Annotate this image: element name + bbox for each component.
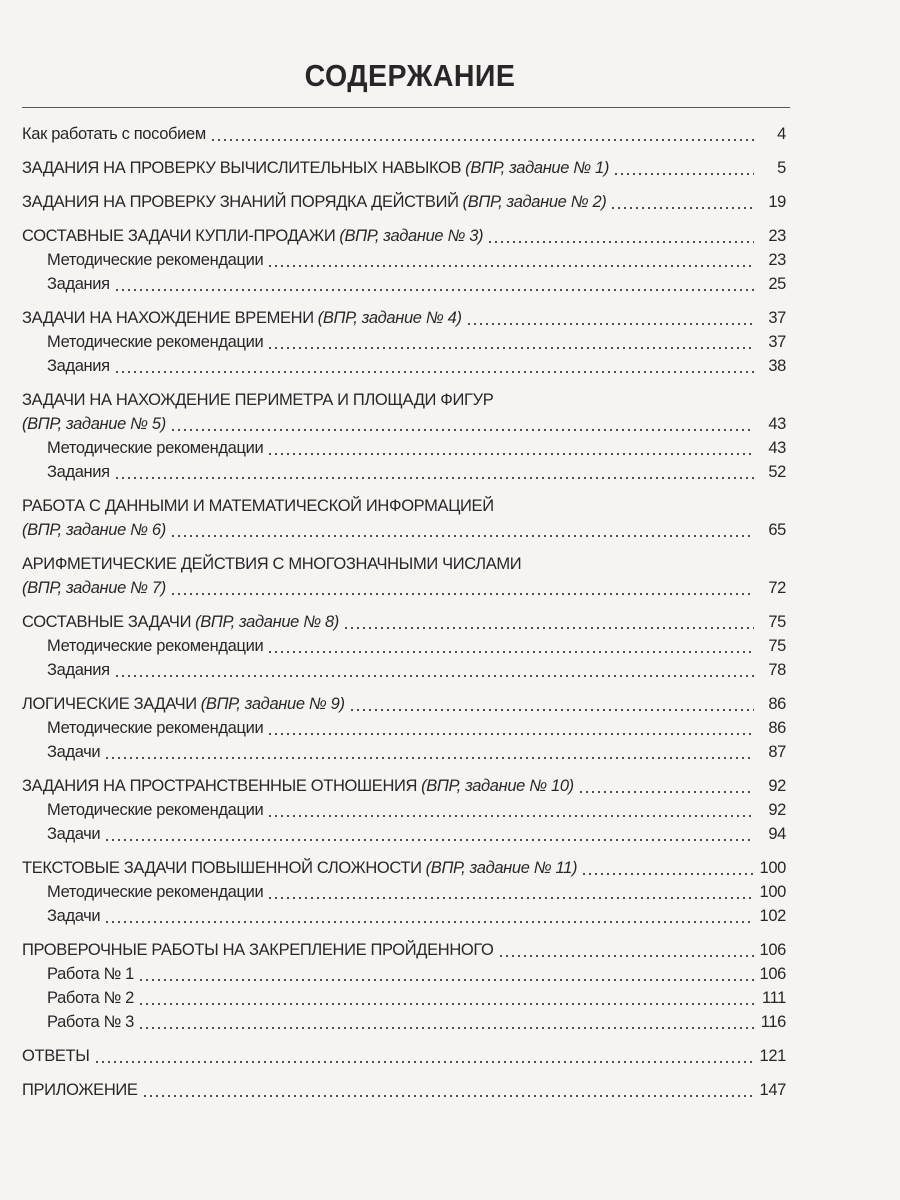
dot-leader	[466, 306, 754, 330]
dot-leader	[114, 460, 754, 484]
entry-title: Работа № 3	[47, 1013, 134, 1031]
entry-title: Методические рекомендации	[47, 637, 264, 655]
page-number: 87	[768, 743, 786, 761]
toc-subentry[interactable]	[22, 740, 786, 764]
toc-subentry[interactable]	[22, 880, 786, 904]
entry-title: Методические рекомендации	[47, 439, 264, 457]
page-number: 100	[759, 883, 786, 901]
dot-leader	[343, 610, 754, 634]
dot-leader	[581, 856, 754, 880]
entry-title: Как работать с пособием	[22, 125, 206, 143]
entry-title: ТЕКСТОВЫЕ ЗАДАЧИ ПОВЫШЕННОЙ СЛОЖНОСТИ	[22, 859, 422, 877]
toc-section	[22, 1044, 786, 1068]
entry-title: Методические рекомендации	[47, 801, 264, 819]
dot-leader	[114, 658, 754, 682]
page-number: 106	[759, 965, 786, 983]
table-of-contents	[22, 122, 786, 1112]
toc-section	[22, 774, 786, 846]
toc-entry[interactable]	[22, 122, 786, 146]
toc-entry[interactable]	[22, 552, 786, 576]
entry-task-note: (ВПР, задание № 5)	[22, 415, 166, 433]
dot-leader	[613, 156, 754, 180]
toc-subentry[interactable]	[22, 248, 786, 272]
entry-title: Задания	[47, 357, 110, 375]
entry-title: Методические рекомендации	[47, 883, 264, 901]
toc-subentry[interactable]	[22, 330, 786, 354]
toc-entry[interactable]	[22, 576, 786, 600]
page-number: 43	[768, 439, 786, 457]
dot-leader	[94, 1044, 754, 1068]
dot-leader	[142, 1078, 754, 1102]
toc-section	[22, 122, 786, 146]
entry-task-note: (ВПР, задание № 9)	[200, 695, 345, 713]
dot-leader	[170, 576, 754, 600]
entry-task-note: (ВПР, задание № 10)	[421, 777, 574, 795]
toc-subentry[interactable]	[22, 436, 786, 460]
toc-subentry[interactable]	[22, 272, 786, 296]
page-number: 121	[759, 1047, 786, 1065]
toc-subentry[interactable]	[22, 962, 786, 986]
entry-title: ЛОГИЧЕСКИЕ ЗАДАЧИ	[22, 695, 197, 713]
page-number: 111	[761, 989, 786, 1007]
entry-title: ЗАДАНИЯ НА ПРОВЕРКУ ЗНАНИЙ ПОРЯДКА ДЕЙСТВИЙ	[22, 193, 459, 211]
page-number: 23	[768, 227, 786, 245]
entry-title: Работа № 1	[47, 965, 134, 983]
entry-title: Задания	[47, 463, 110, 481]
toc-subentry[interactable]	[22, 460, 786, 484]
toc-section	[22, 1078, 786, 1102]
dot-leader	[267, 880, 754, 904]
page-number: 116	[760, 1013, 786, 1031]
title-rule	[22, 107, 790, 108]
page-number: 37	[768, 309, 786, 327]
toc-entry[interactable]	[22, 518, 786, 542]
entry-title: СОСТАВНЫЕ ЗАДАЧИ КУПЛИ-ПРОДАЖИ	[22, 227, 336, 245]
page-number: 86	[768, 695, 786, 713]
page-number: 78	[768, 661, 786, 679]
toc-section	[22, 856, 786, 928]
page-number: 25	[768, 275, 786, 293]
entry-title: ЗАДАНИЯ НА ПРОВЕРКУ ВЫЧИСЛИТЕЛЬНЫХ НАВЫКОВ	[22, 159, 462, 177]
entry-title: Методические рекомендации	[47, 333, 264, 351]
toc-entry[interactable]	[22, 1078, 786, 1102]
page-number: 65	[768, 521, 786, 539]
toc-subentry[interactable]	[22, 986, 786, 1010]
page-number: 102	[759, 907, 786, 925]
toc-subentry[interactable]	[22, 716, 786, 740]
entry-title: Методические рекомендации	[47, 251, 264, 269]
toc-section	[22, 306, 786, 378]
dot-leader	[170, 412, 754, 436]
entry-task-note: (ВПР, задание № 7)	[22, 579, 166, 597]
entry-task-note: (ВПР, задание № 2)	[462, 193, 607, 211]
page-number: 100	[759, 859, 786, 877]
dot-leader	[138, 1010, 754, 1034]
toc-section	[22, 224, 786, 296]
entry-title: ПРИЛОЖЕНИЕ	[22, 1081, 138, 1099]
dot-leader	[104, 904, 754, 928]
toc-subentry[interactable]	[22, 354, 786, 378]
dot-leader	[578, 774, 754, 798]
dot-leader	[104, 822, 754, 846]
page-number: 38	[768, 357, 786, 375]
entry-task-note: (ВПР, задание № 11)	[425, 859, 578, 877]
page-number: 92	[768, 801, 786, 819]
toc-entry[interactable]	[22, 412, 786, 436]
dot-leader	[170, 518, 754, 542]
dot-leader	[267, 716, 754, 740]
page-number: 86	[768, 719, 786, 737]
dot-leader	[610, 190, 754, 214]
page-number: 19	[768, 193, 786, 211]
entry-title: Задания	[47, 661, 110, 679]
entry-task-note: (ВПР, задание № 8)	[195, 613, 339, 631]
toc-subentry[interactable]	[22, 798, 786, 822]
page-number: 52	[768, 463, 786, 481]
dot-leader	[267, 436, 754, 460]
page-number: 75	[768, 613, 786, 631]
dot-leader	[267, 248, 754, 272]
page-number: 147	[759, 1081, 786, 1099]
page-number: 37	[768, 333, 786, 351]
dot-leader	[138, 986, 754, 1010]
toc-section	[22, 190, 786, 214]
page-number: 72	[768, 579, 786, 597]
toc-section	[22, 388, 786, 484]
toc-section	[22, 692, 786, 764]
toc-entry[interactable]	[22, 610, 786, 634]
page-number: 4	[777, 125, 786, 143]
entry-task-note: (ВПР, задание № 1)	[465, 159, 610, 177]
toc-entry[interactable]	[22, 224, 786, 248]
toc-subentry[interactable]	[22, 1010, 786, 1034]
page-title: СОДЕРЖАНИЕ	[304, 58, 516, 93]
dot-leader	[138, 962, 754, 986]
entry-title: АРИФМЕТИЧЕСКИЕ ДЕЙСТВИЯ С МНОГОЗНАЧНЫМИ ЧИСЛАМИ	[22, 555, 522, 573]
page-number: 75	[768, 637, 786, 655]
entry-title: Работа № 2	[47, 989, 134, 1007]
toc-entry[interactable]	[22, 938, 786, 962]
dot-leader	[104, 740, 754, 764]
toc-entry[interactable]	[22, 774, 786, 798]
page-number: 94	[768, 825, 786, 843]
entry-task-note: (ВПР, задание № 4)	[317, 309, 462, 327]
entry-title: ПРОВЕРОЧНЫЕ РАБОТЫ НА ЗАКРЕПЛЕНИЕ ПРОЙДЕННОГО	[22, 941, 494, 959]
toc-subentry[interactable]	[22, 658, 786, 682]
page-number: 106	[759, 941, 786, 959]
toc-section	[22, 610, 786, 682]
entry-task-note: (ВПР, задание № 3)	[339, 227, 484, 245]
toc-section	[22, 156, 786, 180]
dot-leader	[498, 938, 754, 962]
toc-section	[22, 494, 786, 542]
dot-leader	[114, 272, 754, 296]
entry-title: СОСТАВНЫЕ ЗАДАЧИ	[22, 613, 192, 631]
toc-section	[22, 552, 786, 600]
toc-entry[interactable]	[22, 156, 786, 180]
toc-subentry[interactable]	[22, 822, 786, 846]
dot-leader	[267, 330, 754, 354]
entry-title: ЗАДАЧИ НА НАХОЖДЕНИЕ ВРЕМЕНИ	[22, 309, 314, 327]
entry-title: Задачи	[47, 743, 101, 761]
page-number: 5	[777, 159, 786, 177]
dot-leader	[487, 224, 754, 248]
toc-entry[interactable]	[22, 856, 786, 880]
entry-title: РАБОТА С ДАННЫМИ И МАТЕМАТИЧЕСКОЙ ИНФОРМАЦИЕЙ	[22, 497, 494, 515]
entry-title: ЗАДАЧИ НА НАХОЖДЕНИЕ ПЕРИМЕТРА И ПЛОЩАДИ ФИГУР	[22, 391, 494, 409]
toc-entry[interactable]	[22, 1044, 786, 1068]
toc-section	[22, 938, 786, 1034]
page-number: 92	[768, 777, 786, 795]
entry-title: ЗАДАНИЯ НА ПРОСТРАНСТВЕННЫЕ ОТНОШЕНИЯ	[22, 777, 418, 795]
entry-title: ОТВЕТЫ	[22, 1047, 90, 1065]
dot-leader	[267, 634, 754, 658]
toc-subentry[interactable]	[22, 634, 786, 658]
entry-task-note: (ВПР, задание № 6)	[22, 521, 166, 539]
toc-subentry[interactable]	[22, 904, 786, 928]
dot-leader	[349, 692, 754, 716]
dot-leader	[267, 798, 754, 822]
entry-title: Методические рекомендации	[47, 719, 264, 737]
page-number: 43	[768, 415, 786, 433]
entry-title: Задания	[47, 275, 110, 293]
entry-title: Задачи	[47, 825, 101, 843]
page-number: 23	[768, 251, 786, 269]
toc-entry[interactable]	[22, 190, 786, 214]
dot-leader	[210, 122, 754, 146]
toc-entry[interactable]	[22, 306, 786, 330]
toc-entry[interactable]	[22, 494, 786, 518]
toc-entry[interactable]	[22, 692, 786, 716]
entry-title: Задачи	[47, 907, 101, 925]
toc-entry[interactable]	[22, 388, 786, 412]
dot-leader	[114, 354, 754, 378]
